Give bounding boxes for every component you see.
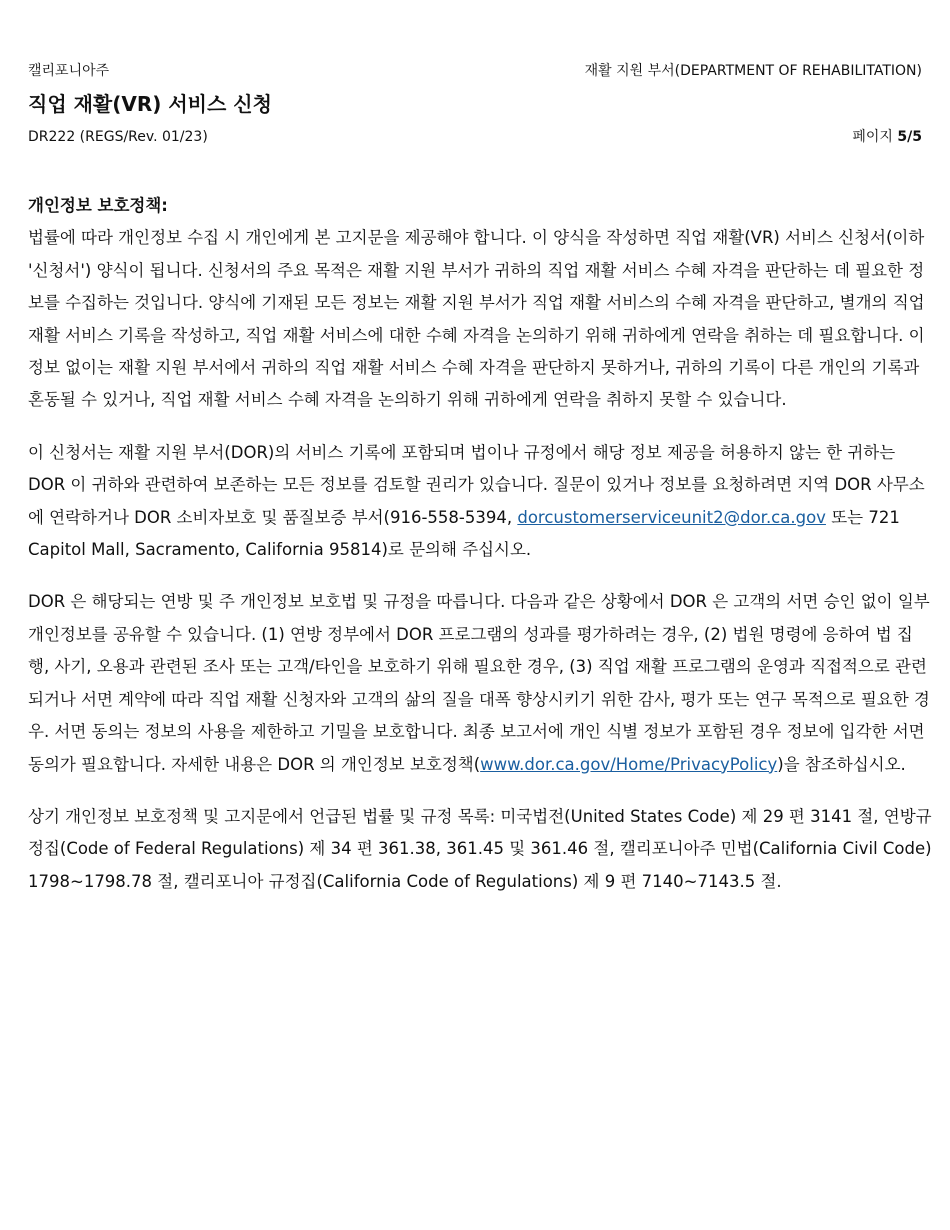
privacy-paragraph-1: 법률에 따라 개인정보 수집 시 개인에게 본 고지문을 제공해야 합니다. 이 양식을 작성하면 직업 재활(VR) 서비스 신청서(이하 '신청서') 양식이 됩니다. 신청서의 주요 목적은 재활 지원 부서가 귀하의 직업 재활 서비스 수혜 자격을 판단하는 데 필요한 정보를 수집하는 것입니다. 양식에 기재된 모든 정보는 재활 지원 부서가 직업 재활 서비스의 수혜 자격을 판단하고, 별개의 직업 재활 서비스 기록을 작성하고, 직업 재활 서비스에 대한 수혜 자격을 논의하기 위해 귀하에게 연락을 취하는 데 필요합니다. 이 정보 없이는 재활 지원 부서에서 귀하의 직업 재활 서비스 수혜 자격을 판단하지 못하거나, 귀하의 기록이 다른 개인의 기록과 혼동될 수 있거나, 직업 재활 서비스 수혜 자격을 논의하기 위해 귀하에게 연락을 취하지 못할 수 있습니다. — [28, 228, 925, 410]
header-top-row — [28, 60, 922, 80]
page-number — [852, 126, 922, 146]
form-code: DR222 (REGS/Rev. 01/23) — [28, 129, 208, 145]
paragraph-2-text-a: 이 신청서는 재활 지원 부서(DOR)의 서비스 기록에 포함되며 법이나 규정에서 해당 정보 제공을 허용하지 않는 한 귀하는 DOR 이 귀하와 관련하여 보존하는 모든 정보를 검토할 권리가 있습니다. 질문이 있거나 정보를 요청하려면 지역 DOR 사무소에 연락하거나 DOR 소비자보호 및 품질보증 부서(916-558-5394, — [28, 442, 925, 527]
form-title: 직업 재활(VR) 서비스 신청 — [28, 92, 272, 116]
state-name: 캘리포니아주 — [28, 63, 110, 79]
paragraph-3-text-a: DOR 은 해당되는 연방 및 주 개인정보 보호법 및 규정을 따릅니다. 다음과 같은 상황에서 DOR 은 고객의 서면 승인 없이 일부 개인정보를 공유할 수 있습니다. (1) 연방 정부에서 DOR 프로그램의 성과를 평가하려는 경우, (2) 법원 명령에 응하여 법 집행, 사기, 오용과 관련된 조사 또는 고객/타인을 보호하기 위해 필요한 경우, (3) 직업 재활 프로그램의 운영과 직접적으로 관련되거나 서면 계약에 따라 직업 재활 신청자와 고객의 삶의 질을 대폭 향상시키기 위한 감사, 평가 또는 연구 목적으로 필요한 경우. 서면 동의는 정보의 사용을 제한하고 기밀을 보호합니다. 최종 보고서에 개인 식별 정보가 포함된 경우 정보에 입각한 서면 동의가 필요합니다. 자세한 내용은 DOR 의 개인정보 보호정책( — [28, 592, 930, 774]
privacy-paragraph-3 — [28, 586, 932, 780]
privacy-paragraph-4: 상기 개인정보 보호정책 및 고지문에서 언급된 법률 및 규정 목록: 미국법전(United States Code) 제 29 편 3141 절, 연방규정집(Code of Federal Regulations) 제 34 편 361.38, 361.45 및 361.46 절, 캘리포니아주 민법(California Civil Code) 1798~1798.78 절, 캘리포니아 규정집(California Code of Regulations) 제 9 편 7140~7143.5 절. — [28, 806, 932, 891]
privacy-notice-body — [28, 190, 932, 898]
page-label: 페이지 — [852, 129, 893, 145]
paragraph-3-text-b: )을 참조하십시오. — [777, 754, 906, 774]
paragraph-2-text-b: 또는 721 Capitol Mall, Sacramento, California 95814)로 문의해 주십시오. — [28, 507, 900, 560]
page-value: 5/5 — [897, 129, 922, 145]
privacy-paragraph-2 — [28, 437, 932, 567]
customer-service-email-link[interactable]: dorcustomerserviceunit2@dor.ca.gov — [517, 507, 826, 527]
department-name: 재활 지원 부서(DEPARTMENT OF REHABILITATION) — [584, 63, 922, 79]
header-meta-row — [28, 126, 922, 146]
privacy-heading: 개인정보 보호정책: — [28, 196, 168, 215]
privacy-policy-link[interactable]: www.dor.ca.gov/Home/PrivacyPolicy — [480, 754, 778, 774]
